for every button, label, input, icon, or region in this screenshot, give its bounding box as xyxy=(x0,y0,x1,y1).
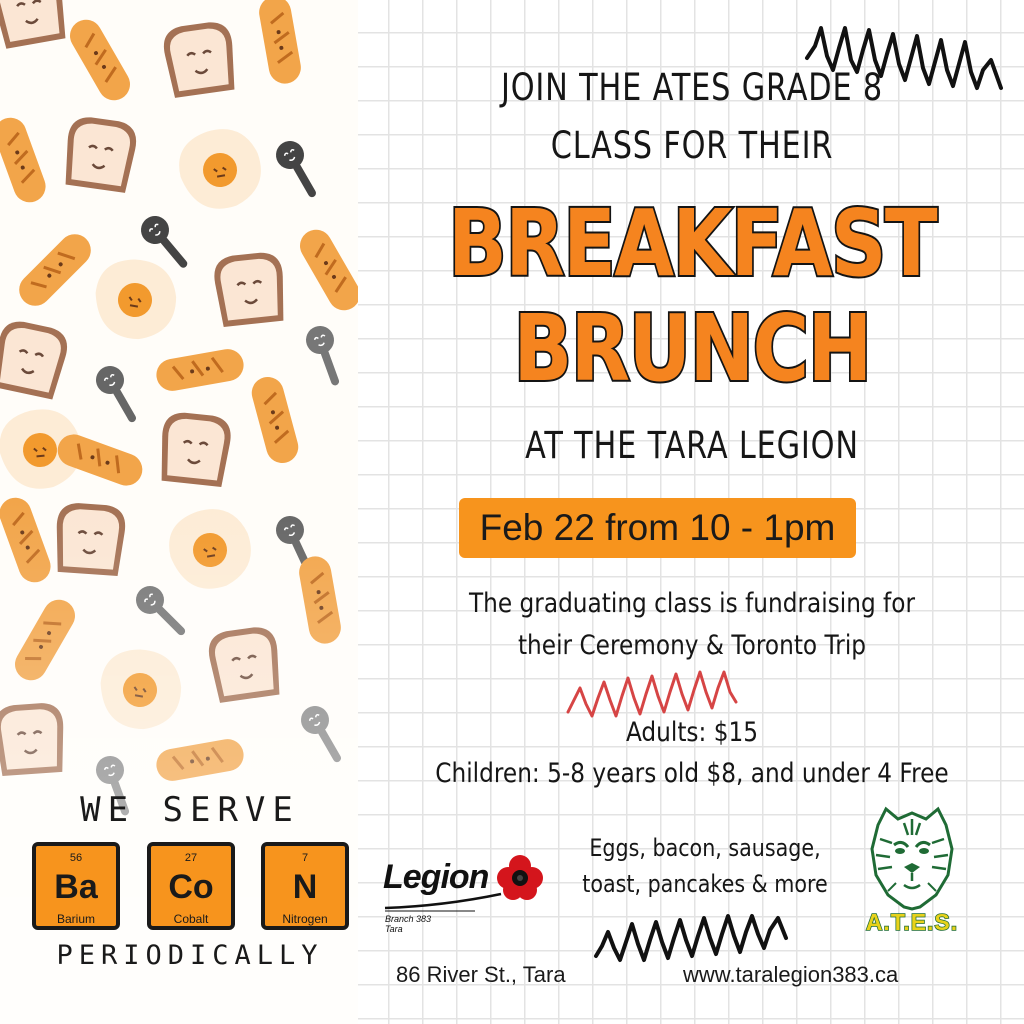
tiger-icon xyxy=(864,805,960,911)
fundraising-line-2: their Ceremony & Toronto Trip xyxy=(517,630,867,661)
egg-icon xyxy=(173,123,266,215)
periodic-element-cobalt xyxy=(147,842,235,930)
title-breakfast: BREAKFAST xyxy=(448,190,936,297)
event-date: Feb 22 from 10 - 1pm xyxy=(479,507,836,548)
spoon-icon xyxy=(91,361,146,429)
element-symbol: N xyxy=(292,868,318,906)
we-serve-heading: WE SERVE xyxy=(80,790,300,830)
baguette-icon xyxy=(257,0,304,86)
element-name: Barium xyxy=(56,912,95,926)
baguette-icon xyxy=(53,430,147,490)
element-symbol: Co xyxy=(168,868,214,906)
element-number: 56 xyxy=(69,852,83,864)
toast-icon xyxy=(161,20,238,99)
spoon-icon xyxy=(271,136,326,204)
element-number: 7 xyxy=(301,852,309,864)
website-url: www.taralegion383.ca xyxy=(683,962,899,987)
element-name: Cobalt xyxy=(173,912,209,926)
legion-branch-text: Branch 383 Tara xyxy=(385,914,432,934)
baguette-icon xyxy=(248,373,302,466)
baguette-icon xyxy=(294,224,358,316)
baguette-icon xyxy=(154,347,246,394)
title-brunch: BRUNCH xyxy=(513,295,871,402)
event-date-badge xyxy=(459,498,856,558)
address: 86 River St., Tara xyxy=(396,962,566,987)
egg-icon xyxy=(89,253,182,345)
periodic-element-barium xyxy=(32,842,120,930)
toast-icon xyxy=(0,0,70,49)
toast-icon xyxy=(61,115,138,194)
element-number: 27 xyxy=(184,852,198,864)
element-name: Nitrogen xyxy=(282,912,328,926)
legion-logo xyxy=(383,852,553,942)
baguette-icon xyxy=(64,14,136,106)
squiggle-decoration-bottom xyxy=(592,908,792,964)
spoon-icon xyxy=(302,322,350,390)
periodic-element-nitrogen xyxy=(261,842,349,930)
price-children: Children: 5-8 years old $8, and under 4 Free xyxy=(435,758,949,789)
ates-logo-text: A.T.E.S. xyxy=(865,909,959,935)
legion-wordmark: Legion xyxy=(383,858,489,896)
fundraising-line-1: The graduating class is fundraising for xyxy=(468,588,915,619)
element-symbol: Ba xyxy=(54,868,98,906)
toast-icon xyxy=(212,251,287,328)
menu-line-1: Eggs, bacon, sausage, xyxy=(589,834,821,862)
baguette-icon xyxy=(13,228,98,313)
legion-swoosh xyxy=(383,892,503,912)
periodically-text: PERIODICALLY xyxy=(56,940,324,971)
menu-line-2: toast, pancakes & more xyxy=(582,870,828,898)
toast-icon xyxy=(157,411,232,488)
event-location: AT THE TARA LEGION xyxy=(525,424,859,467)
squiggle-decoration-red xyxy=(566,668,746,724)
intro-line-1: JOIN THE ATES GRADE 8 xyxy=(500,66,884,109)
ates-school-logo xyxy=(852,805,972,945)
baguette-icon xyxy=(0,113,50,207)
intro-line-2: CLASS FOR THEIR xyxy=(550,124,834,167)
toast-icon xyxy=(0,318,71,401)
price-adults: Adults: $15 xyxy=(625,717,759,748)
